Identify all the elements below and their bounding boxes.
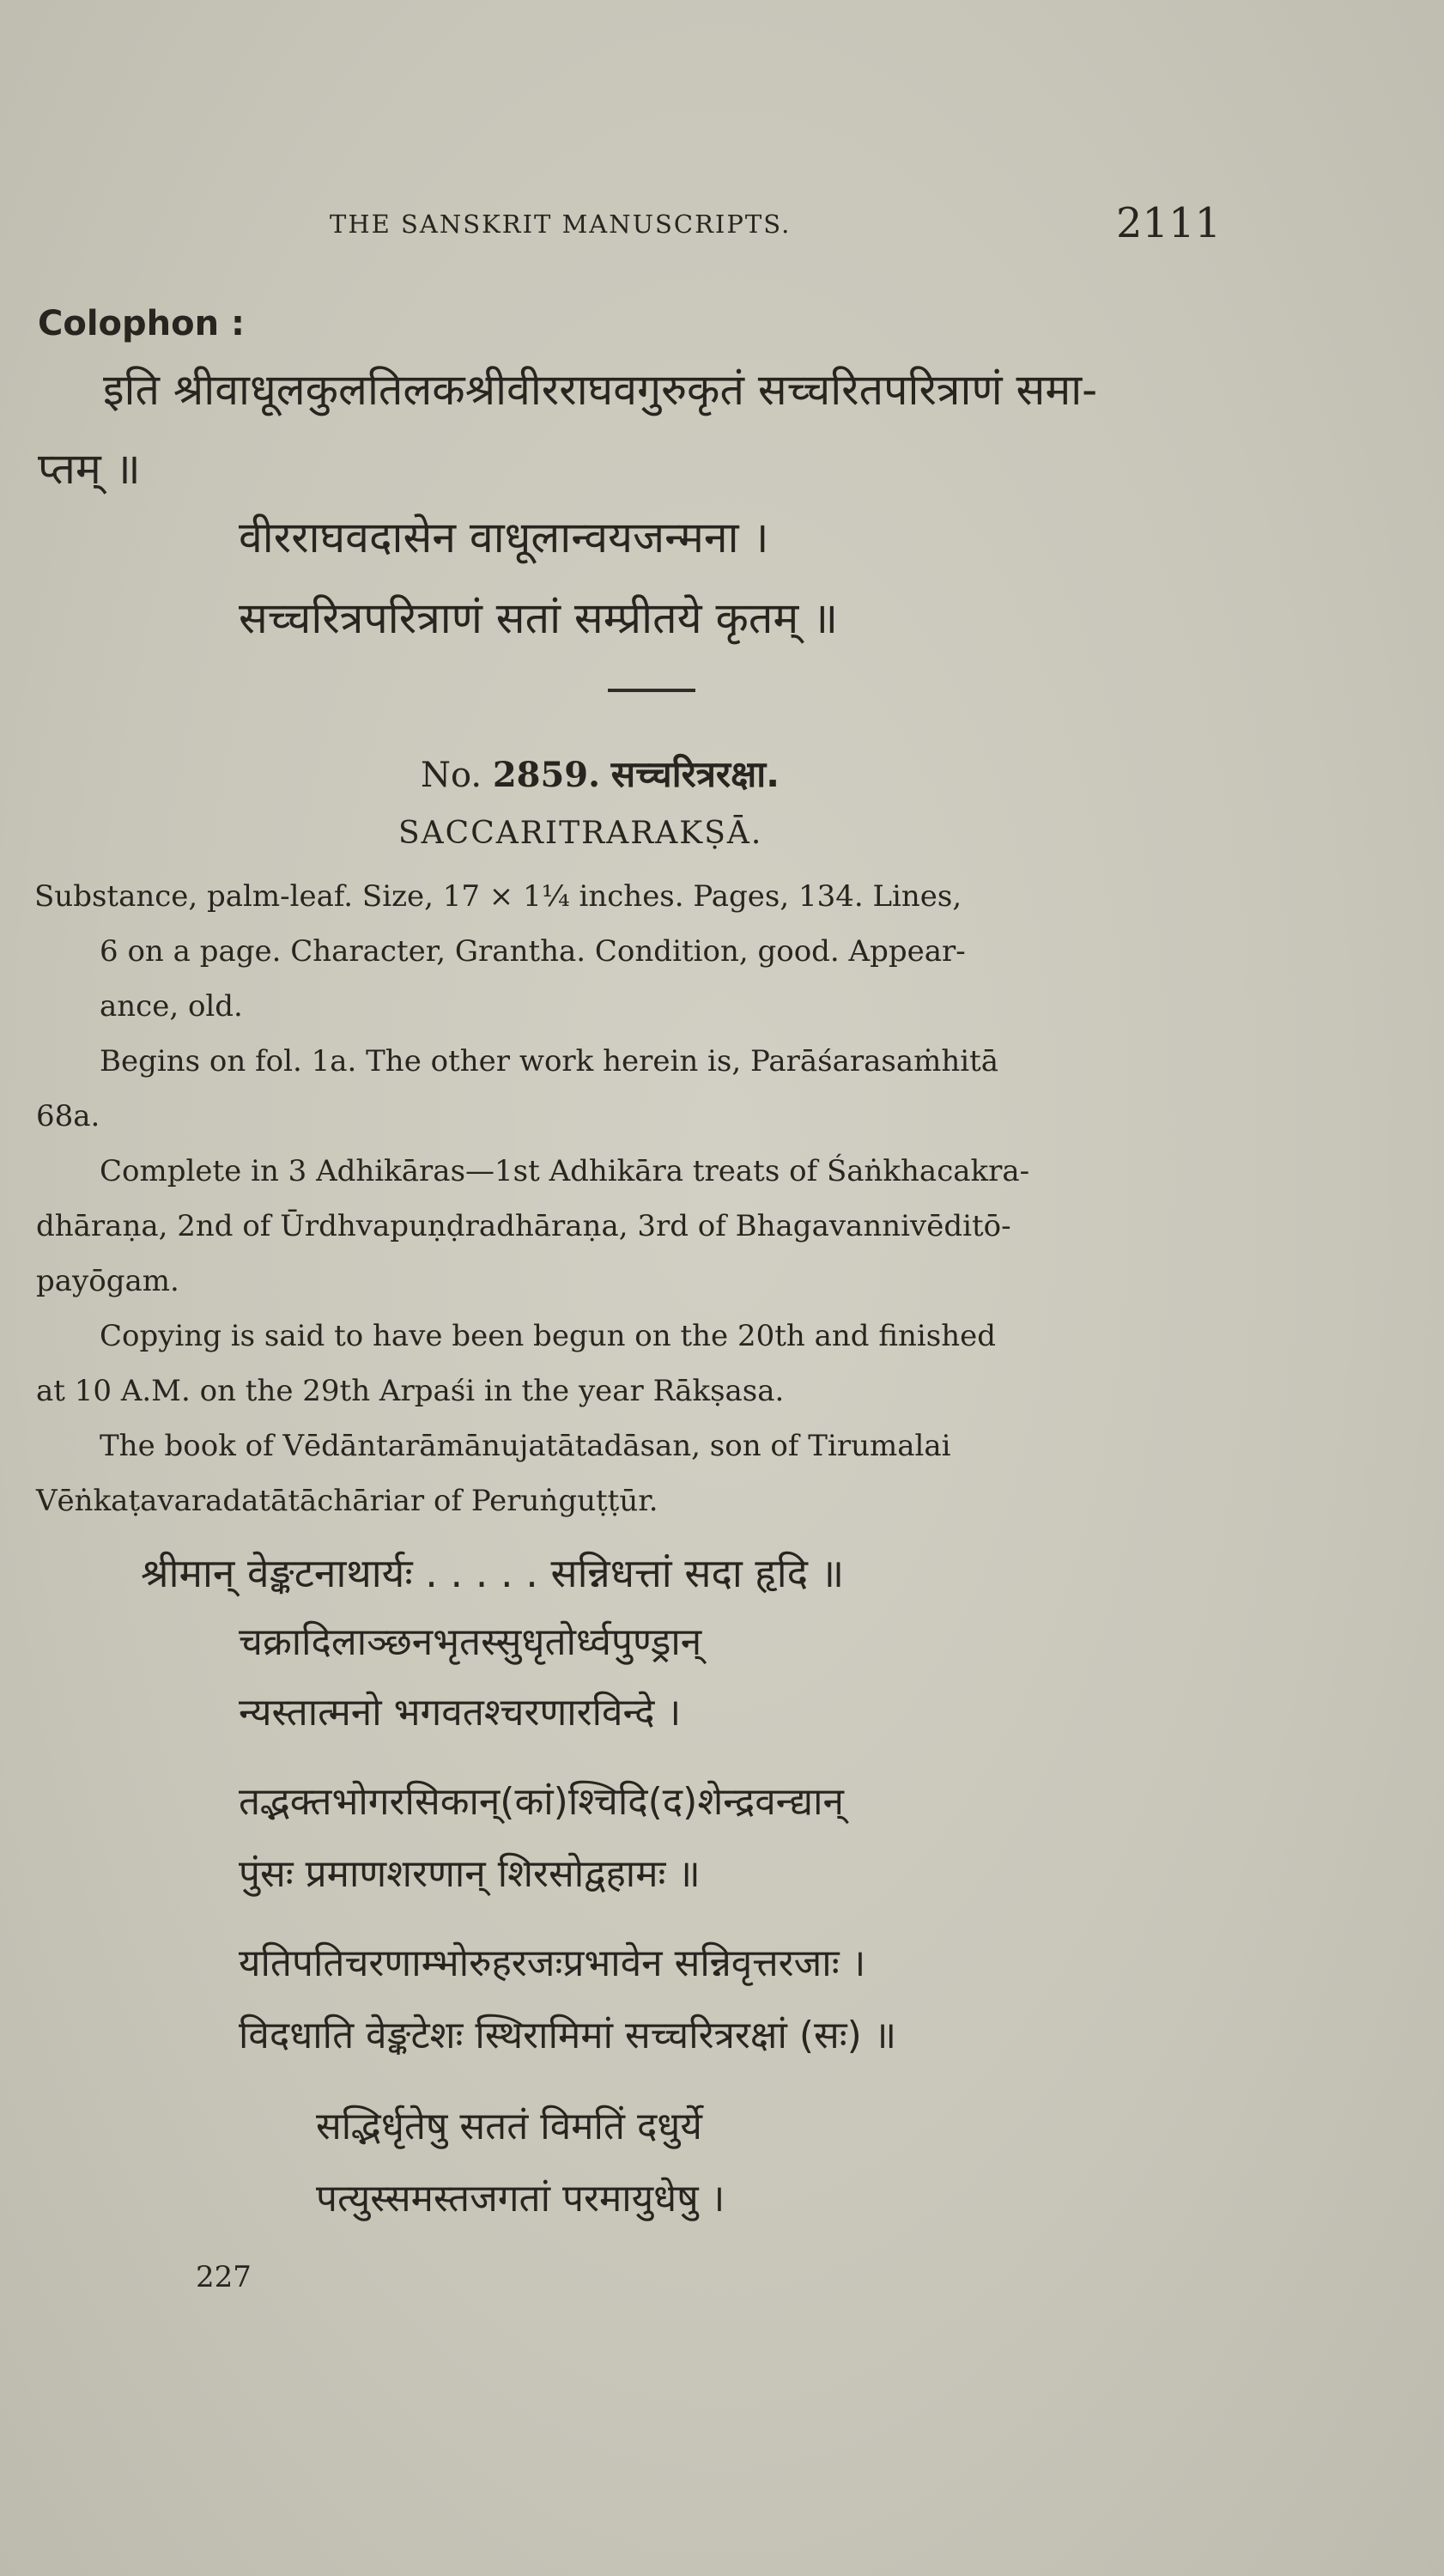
opening-verse-3: न्यस्तात्मनो भगवतश्चरणारविन्दे । — [239, 1691, 682, 1735]
colophon-verse-2: सच्चरित्रपरित्राणं सतां सम्प्रीतये कृतम् ॥ — [239, 593, 839, 643]
colophon-line-2: प्तम् ॥ — [38, 444, 141, 494]
colophon-line-1: इति श्रीवाधूलकुलतिलकश्रीवीरराघवगुरुकृतं सच्चरितपरित्राणं समा- — [103, 365, 1098, 415]
opening-verse-9: पत्युस्समस्तजगतां परमायुधेषु । — [316, 2177, 725, 2221]
running-title: THE SANSKRIT MANUSCRIPTS. — [330, 210, 792, 239]
complete-line-3: payōgam. — [36, 1264, 179, 1298]
opening-verse-7: विदधाति वेङ्कटेशः स्थिरामिमां सच्चरित्ररक्षां (सः) ॥ — [239, 2014, 897, 2057]
opening-verse-5: पुंसः प्रमाणशरणान् शिरसोद्वहामः ॥ — [239, 1852, 701, 1896]
entry-no-label: No. — [421, 756, 482, 795]
section-divider — [608, 689, 695, 692]
complete-line-2: dhāraṇa, 2nd of Ūrdhvapuṇḍradhāraṇa, 3rd of Bhagavannivēditō- — [36, 1209, 1011, 1243]
opening-verse-6: यतिपतिचरणाम्भोरुहरजःप्रभावेन सन्निवृत्तरजाः । — [239, 1941, 866, 1985]
book-line-1: The book of Vēdāntarāmānujatātadāsan, son of Tirumalai — [100, 1429, 951, 1463]
opening-verse-1: श्रीमान् वेङ्कटनाथार्यः . . . . . सन्निधत्तां सदा हृदि ॥ — [141, 1550, 845, 1596]
opening-verse-8: सद्भिर्धृतेषु सततं विमतिं दधुर्ये — [316, 2105, 702, 2148]
page-number: 2111 — [1116, 199, 1222, 247]
entry-title-roman: SACCARITRARAKṢĀ. — [398, 816, 763, 851]
colophon-verse-1: वीरराघवदासेन वाधूलान्वयजन्मना । — [239, 513, 769, 562]
entry-number: 2859. — [492, 755, 601, 795]
colophon-label: Colophon : — [38, 304, 246, 343]
description-line-3: ance, old. — [100, 989, 243, 1024]
book-line-2: Vēṅkaṭavaradatātāchāriar of Peruṅguṭṭūr. — [36, 1484, 658, 1518]
entry-heading — [421, 749, 780, 798]
complete-line-1: Complete in 3 Adhikāras—1st Adhikāra treats of Śaṅkhacakra- — [100, 1154, 1030, 1188]
opening-verse-4: तद्भक्तभोगरसिकान्(कां)श्चिदि(द)शेन्द्रवन्द्यान् — [239, 1780, 844, 1824]
signature-number: 227 — [196, 2260, 252, 2294]
copying-line-1: Copying is said to have been begun on the 20th and finished — [100, 1319, 997, 1353]
description-line-2: 6 on a page. Character, Grantha. Condition, good. Appear- — [100, 934, 966, 969]
opening-verse-2: चक्रादिलाञ्छनभृतस्सुधृतोर्ध्वपुण्ड्रान् — [239, 1620, 702, 1664]
description-line-1: Substance, palm-leaf. Size, 17 × 1¼ inches. Pages, 134. Lines, — [34, 879, 962, 914]
begins-line-1: Begins on fol. 1a. The other work herein is, Parāśarasaṁhitā — [100, 1044, 999, 1078]
begins-line-2: 68a. — [36, 1099, 100, 1133]
copying-line-2: at 10 A.M. on the 29th Arpaśi in the year Rākṣasa. — [36, 1374, 785, 1408]
entry-title-devanagari: सच्चरित्ररक्षा. — [610, 753, 780, 795]
